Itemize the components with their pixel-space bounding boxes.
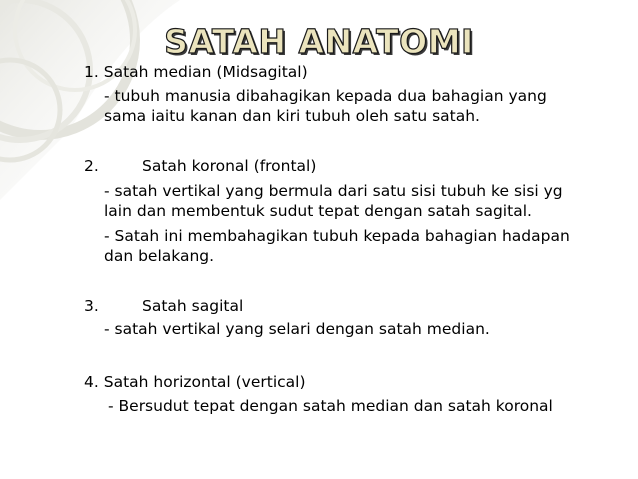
slide-title: SATAH ANATOMI — [164, 22, 474, 61]
list-item-title: Satah median (Midsagital) — [103, 63, 308, 81]
list-item-number: 2. — [84, 157, 99, 175]
list-item-number: 1. — [84, 63, 99, 81]
list-item-text: dan belakang. — [104, 247, 215, 265]
list-item-text: lain dan membentuk sudut tepat dengan satah sagital. — [104, 202, 532, 220]
list-item-text: - tubuh manusia dibahagikan kepada dua bahagian yang — [104, 87, 547, 105]
list-item-4-heading — [84, 372, 306, 392]
list-item-title: Satah horizontal (vertical) — [103, 373, 306, 391]
list-item-text: - Satah ini membahagikan tubuh kepada bahagian hadapan — [104, 227, 570, 245]
list-item-text: sama iaitu kanan dan kiri tubuh oleh satu satah. — [104, 107, 480, 125]
list-item-number: 3. — [84, 297, 99, 315]
list-item-number: 4. — [84, 373, 99, 391]
list-item-title: Satah koronal (frontal) — [142, 157, 317, 175]
list-item-1-heading — [84, 62, 308, 82]
list-item-text: - satah vertikal yang selari dengan satah median. — [104, 320, 490, 338]
list-item-title: Satah sagital — [142, 297, 244, 315]
list-item-text: - satah vertikal yang bermula dari satu sisi tubuh ke sisi yg — [104, 182, 563, 200]
list-item-text: - Bersudut tepat dengan satah median dan satah koronal — [108, 397, 553, 415]
